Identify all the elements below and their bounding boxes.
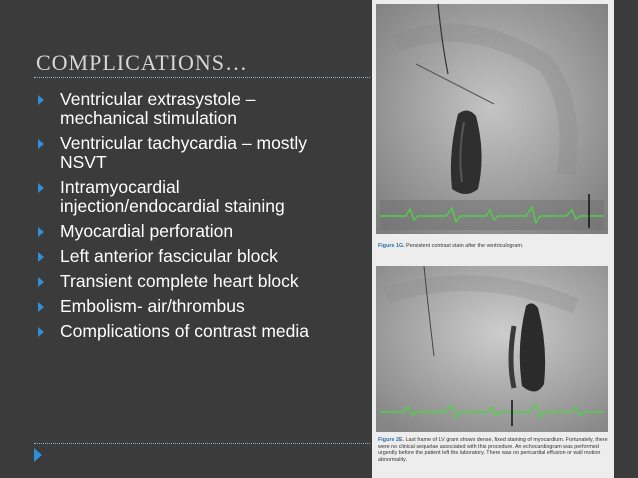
bullet-arrow-icon <box>38 95 44 105</box>
bullet-arrow-icon <box>38 327 44 337</box>
bullet-text: Intramyocardial injection/endocardial staining <box>60 177 285 216</box>
figure-2-label: Figure 2E. <box>378 437 405 443</box>
footer-divider <box>34 443 370 444</box>
bullet-arrow-icon <box>38 302 44 312</box>
bullet-item <box>36 247 316 266</box>
bullet-list <box>36 90 316 347</box>
bullet-item <box>36 322 316 341</box>
bullet-text: Myocardial perforation <box>60 221 234 241</box>
figure-1-label: Figure 1G. <box>378 243 405 249</box>
bullet-arrow-icon <box>38 252 44 262</box>
slide-title: COMPLICATIONS… <box>36 50 249 75</box>
bullet-item <box>36 178 316 216</box>
bullet-text: Complications of contrast media <box>60 321 309 341</box>
angiogram-image-1 <box>376 4 608 234</box>
figure-2-caption <box>378 437 608 463</box>
bullet-arrow-icon <box>38 139 44 149</box>
title-divider <box>34 77 370 78</box>
bullet-text: Embolism- air/thrombus <box>60 296 245 316</box>
footer-arrow-icon <box>34 448 42 462</box>
figure-2-caption-text: Last frame of LV gram shows dense, fixed staining of myocardium. Fortunately, there were no clinical sequelae associated with this procedure. An echocardiogram was performed urgently before the patient left the laboratory. There was no pericardial effusion or wall motion abnormality. <box>378 437 608 463</box>
bullet-text: Ventricular tachycardia – mostly NSVT <box>60 133 308 172</box>
bullet-text: Transient complete heart block <box>60 271 299 291</box>
bullet-item <box>36 134 316 172</box>
bullet-item <box>36 272 316 291</box>
figure-1-caption <box>378 243 608 250</box>
bullet-item <box>36 297 316 316</box>
bullet-text: Left anterior fascicular block <box>60 246 278 266</box>
angiogram-image-2 <box>376 266 608 432</box>
bullet-text: Ventricular extrasystole – mechanical stimulation <box>60 89 256 128</box>
bullet-item <box>36 90 316 128</box>
figure-1-caption-text: Persistent contrast stain after the ventriculogram. <box>406 243 524 249</box>
bullet-item <box>36 222 316 241</box>
bullet-arrow-icon <box>38 183 44 193</box>
bullet-arrow-icon <box>38 277 44 287</box>
bullet-arrow-icon <box>38 227 44 237</box>
